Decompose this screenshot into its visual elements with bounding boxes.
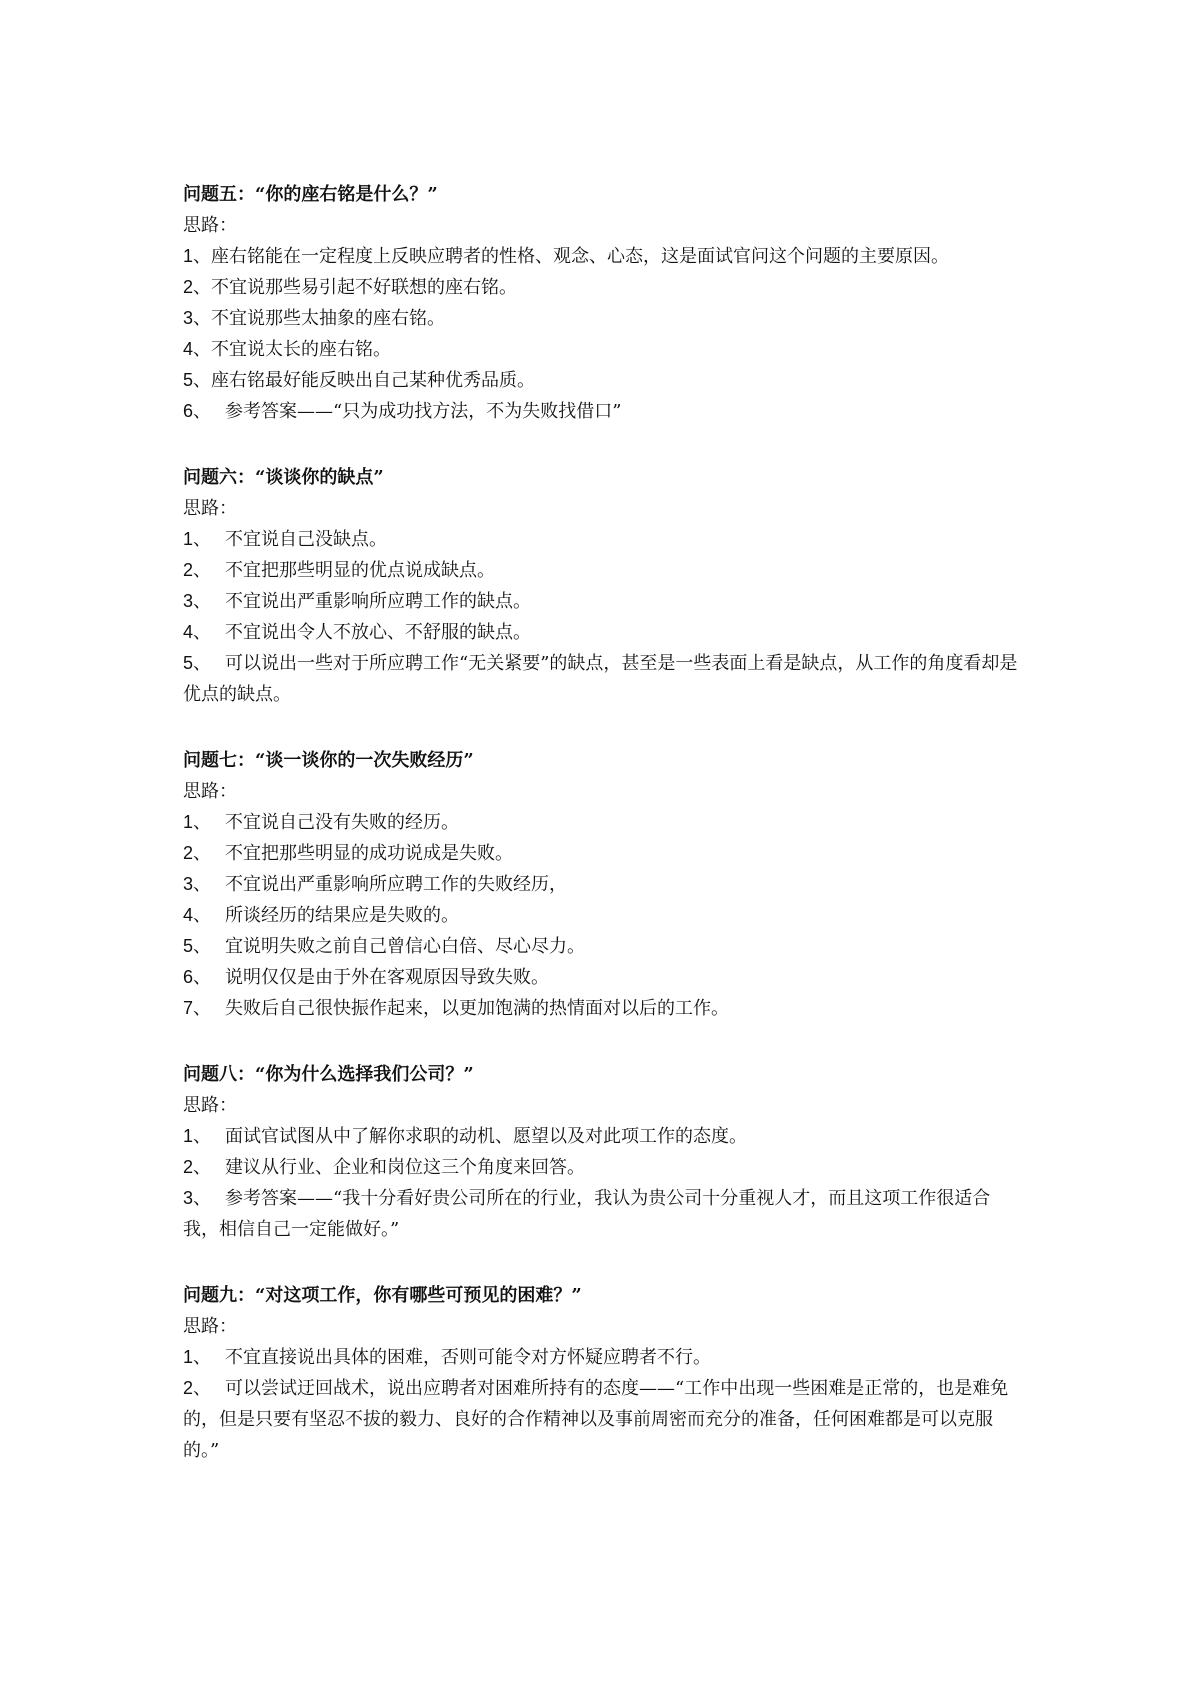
list-item-text: 不宜说出令人不放心、不舒服的缺点。 xyxy=(225,622,532,643)
list-item-number: 3 xyxy=(183,591,194,611)
list-item-text: 不宜把那些明显的成功说成是失败。 xyxy=(225,843,514,864)
list-item-text: 不宜说那些太抽象的座右铭。 xyxy=(211,308,446,329)
list-item xyxy=(183,869,1025,900)
list-item-number: 1 xyxy=(183,812,194,832)
list-item-text: 座右铭能在一定程度上反映应聘者的性格、观念、心态，这是面试官问这个问题的主要原因。 xyxy=(211,246,950,267)
list-item xyxy=(183,272,1025,303)
list-item-number: 2 xyxy=(183,277,194,297)
list-item-number: 6 xyxy=(183,401,194,421)
approach-label: 思路： xyxy=(183,498,237,519)
list-item-number: 7 xyxy=(183,998,194,1018)
list-item xyxy=(183,648,1025,710)
list-item-separator: 、 xyxy=(193,246,212,267)
list-item-text: 参考答案——“只为成功找方法，不为失败找借口” xyxy=(225,401,622,422)
list-item-separator: 、 xyxy=(193,401,212,422)
list-item-separator: 、 xyxy=(193,843,212,864)
list-item-number: 4 xyxy=(183,905,194,925)
list-item-separator: 、 xyxy=(193,529,212,550)
list-item-separator: 、 xyxy=(193,998,212,1019)
list-item-text: 座右铭最好能反映出自己某种优秀品质。 xyxy=(211,370,536,391)
list-item-number: 1 xyxy=(183,529,194,549)
question-section xyxy=(183,1059,1025,1245)
list-item xyxy=(183,838,1025,869)
list-item-separator: 、 xyxy=(193,905,212,926)
list-item-separator: 、 xyxy=(193,1347,212,1368)
list-item-text: 不宜说那些易引起不好联想的座右铭。 xyxy=(211,277,518,298)
list-item-text: 建议从行业、企业和岗位这三个角度来回答。 xyxy=(225,1157,586,1178)
list-item-text: 不宜说自己没缺点。 xyxy=(225,529,388,550)
list-item xyxy=(183,931,1025,962)
list-item-number: 2 xyxy=(183,1157,194,1177)
list-item-separator: 、 xyxy=(193,277,212,298)
document-page xyxy=(183,179,1025,1501)
list-item xyxy=(183,1152,1025,1183)
list-item-text: 失败后自己很快振作起来，以更加饱满的热情面对以后的工作。 xyxy=(225,998,730,1019)
list-item xyxy=(183,1373,1025,1466)
question-title: 问题六：“谈谈你的缺点” xyxy=(183,467,384,488)
list-item-text: 宜说明失败之前自己曾信心白倍、尽心尽力。 xyxy=(225,936,586,957)
approach-label: 思路： xyxy=(183,781,237,802)
list-item-separator: 、 xyxy=(193,622,212,643)
list-item-separator: 、 xyxy=(193,560,212,581)
list-item-number: 1 xyxy=(183,246,194,266)
list-item xyxy=(183,1183,1025,1245)
list-item-text: 不宜说出严重影响所应聘工作的失败经历， xyxy=(225,874,568,895)
list-item-separator: 、 xyxy=(193,967,212,988)
list-item xyxy=(183,396,1025,427)
question-title: 问题五：“你的座右铭是什么？” xyxy=(183,184,438,205)
list-item-text: 不宜直接说出具体的困难，否则可能令对方怀疑应聘者不行。 xyxy=(225,1347,712,1368)
list-item-separator: 、 xyxy=(193,653,212,674)
list-item-text: 面试官试图从中了解你求职的动机、愿望以及对此项工作的态度。 xyxy=(225,1126,748,1147)
list-item-text: 不宜说自己没有失败的经历。 xyxy=(225,812,460,833)
approach-label: 思路： xyxy=(183,1095,237,1116)
list-item-separator: 、 xyxy=(193,936,212,957)
list-item-number: 1 xyxy=(183,1347,194,1367)
list-item-number: 3 xyxy=(183,1188,194,1208)
list-item-number: 2 xyxy=(183,843,194,863)
list-item xyxy=(183,1342,1025,1373)
list-item xyxy=(183,1121,1025,1152)
question-section xyxy=(183,179,1025,427)
question-title: 问题八：“你为什么选择我们公司？” xyxy=(183,1064,474,1085)
list-item xyxy=(183,962,1025,993)
list-item-separator: 、 xyxy=(193,812,212,833)
list-item xyxy=(183,807,1025,838)
list-item-text: 参考答案——“我十分看好贵公司所在的行业，我认为贵公司十分重视人才，而且这项工作很适合我，相信自己一定能做好。” xyxy=(183,1188,991,1240)
list-item-separator: 、 xyxy=(193,1157,212,1178)
list-item-number: 6 xyxy=(183,967,194,987)
list-item xyxy=(183,303,1025,334)
question-section xyxy=(183,462,1025,710)
list-item-number: 2 xyxy=(183,1378,194,1398)
list-item-separator: 、 xyxy=(193,308,212,329)
list-item-text: 可以说出一些对于所应聘工作“无关紧要”的缺点，甚至是一些表面上看是缺点，从工作的角度看却是优点的缺点。 xyxy=(183,653,1018,705)
list-item-text: 不宜说出严重影响所应聘工作的缺点。 xyxy=(225,591,532,612)
list-item-separator: 、 xyxy=(193,1188,212,1209)
list-item-number: 3 xyxy=(183,308,194,328)
question-title: 问题七：“谈一谈你的一次失败经历” xyxy=(183,750,474,771)
list-item xyxy=(183,241,1025,272)
list-item-separator: 、 xyxy=(193,339,212,360)
list-item-separator: 、 xyxy=(193,874,212,895)
list-item-separator: 、 xyxy=(193,1378,212,1399)
list-item-number: 4 xyxy=(183,339,194,359)
question-section xyxy=(183,745,1025,1024)
list-item-number: 5 xyxy=(183,370,194,390)
list-item-text: 不宜说太长的座右铭。 xyxy=(211,339,392,360)
list-item-text: 所谈经历的结果应是失败的。 xyxy=(225,905,460,926)
list-item xyxy=(183,617,1025,648)
approach-label: 思路： xyxy=(183,1316,237,1337)
question-title: 问题九：“对这项工作，你有哪些可预见的困难？” xyxy=(183,1285,582,1306)
list-item-text: 可以尝试迂回战术，说出应聘者对困难所持有的态度——“工作中出现一些困难是正常的，也是难免的，但是只要有坚忍不拔的毅力、良好的合作精神以及事前周密而充分的准备，任何困难都是可以克服的。” xyxy=(183,1378,1009,1461)
list-item xyxy=(183,334,1025,365)
list-item-text: 说明仅仅是由于外在客观原因导致失败。 xyxy=(225,967,550,988)
list-item-number: 1 xyxy=(183,1126,194,1146)
list-item-number: 4 xyxy=(183,622,194,642)
list-item xyxy=(183,555,1025,586)
list-item-number: 3 xyxy=(183,874,194,894)
list-item xyxy=(183,365,1025,396)
list-item-number: 2 xyxy=(183,560,194,580)
list-item-separator: 、 xyxy=(193,1126,212,1147)
list-item-separator: 、 xyxy=(193,591,212,612)
list-item-number: 5 xyxy=(183,936,194,956)
approach-label: 思路： xyxy=(183,215,237,236)
list-item xyxy=(183,524,1025,555)
list-item xyxy=(183,586,1025,617)
list-item xyxy=(183,900,1025,931)
question-section xyxy=(183,1280,1025,1466)
list-item-number: 5 xyxy=(183,653,194,673)
list-item-text: 不宜把那些明显的优点说成缺点。 xyxy=(225,560,496,581)
list-item-separator: 、 xyxy=(193,370,212,391)
list-item xyxy=(183,993,1025,1024)
